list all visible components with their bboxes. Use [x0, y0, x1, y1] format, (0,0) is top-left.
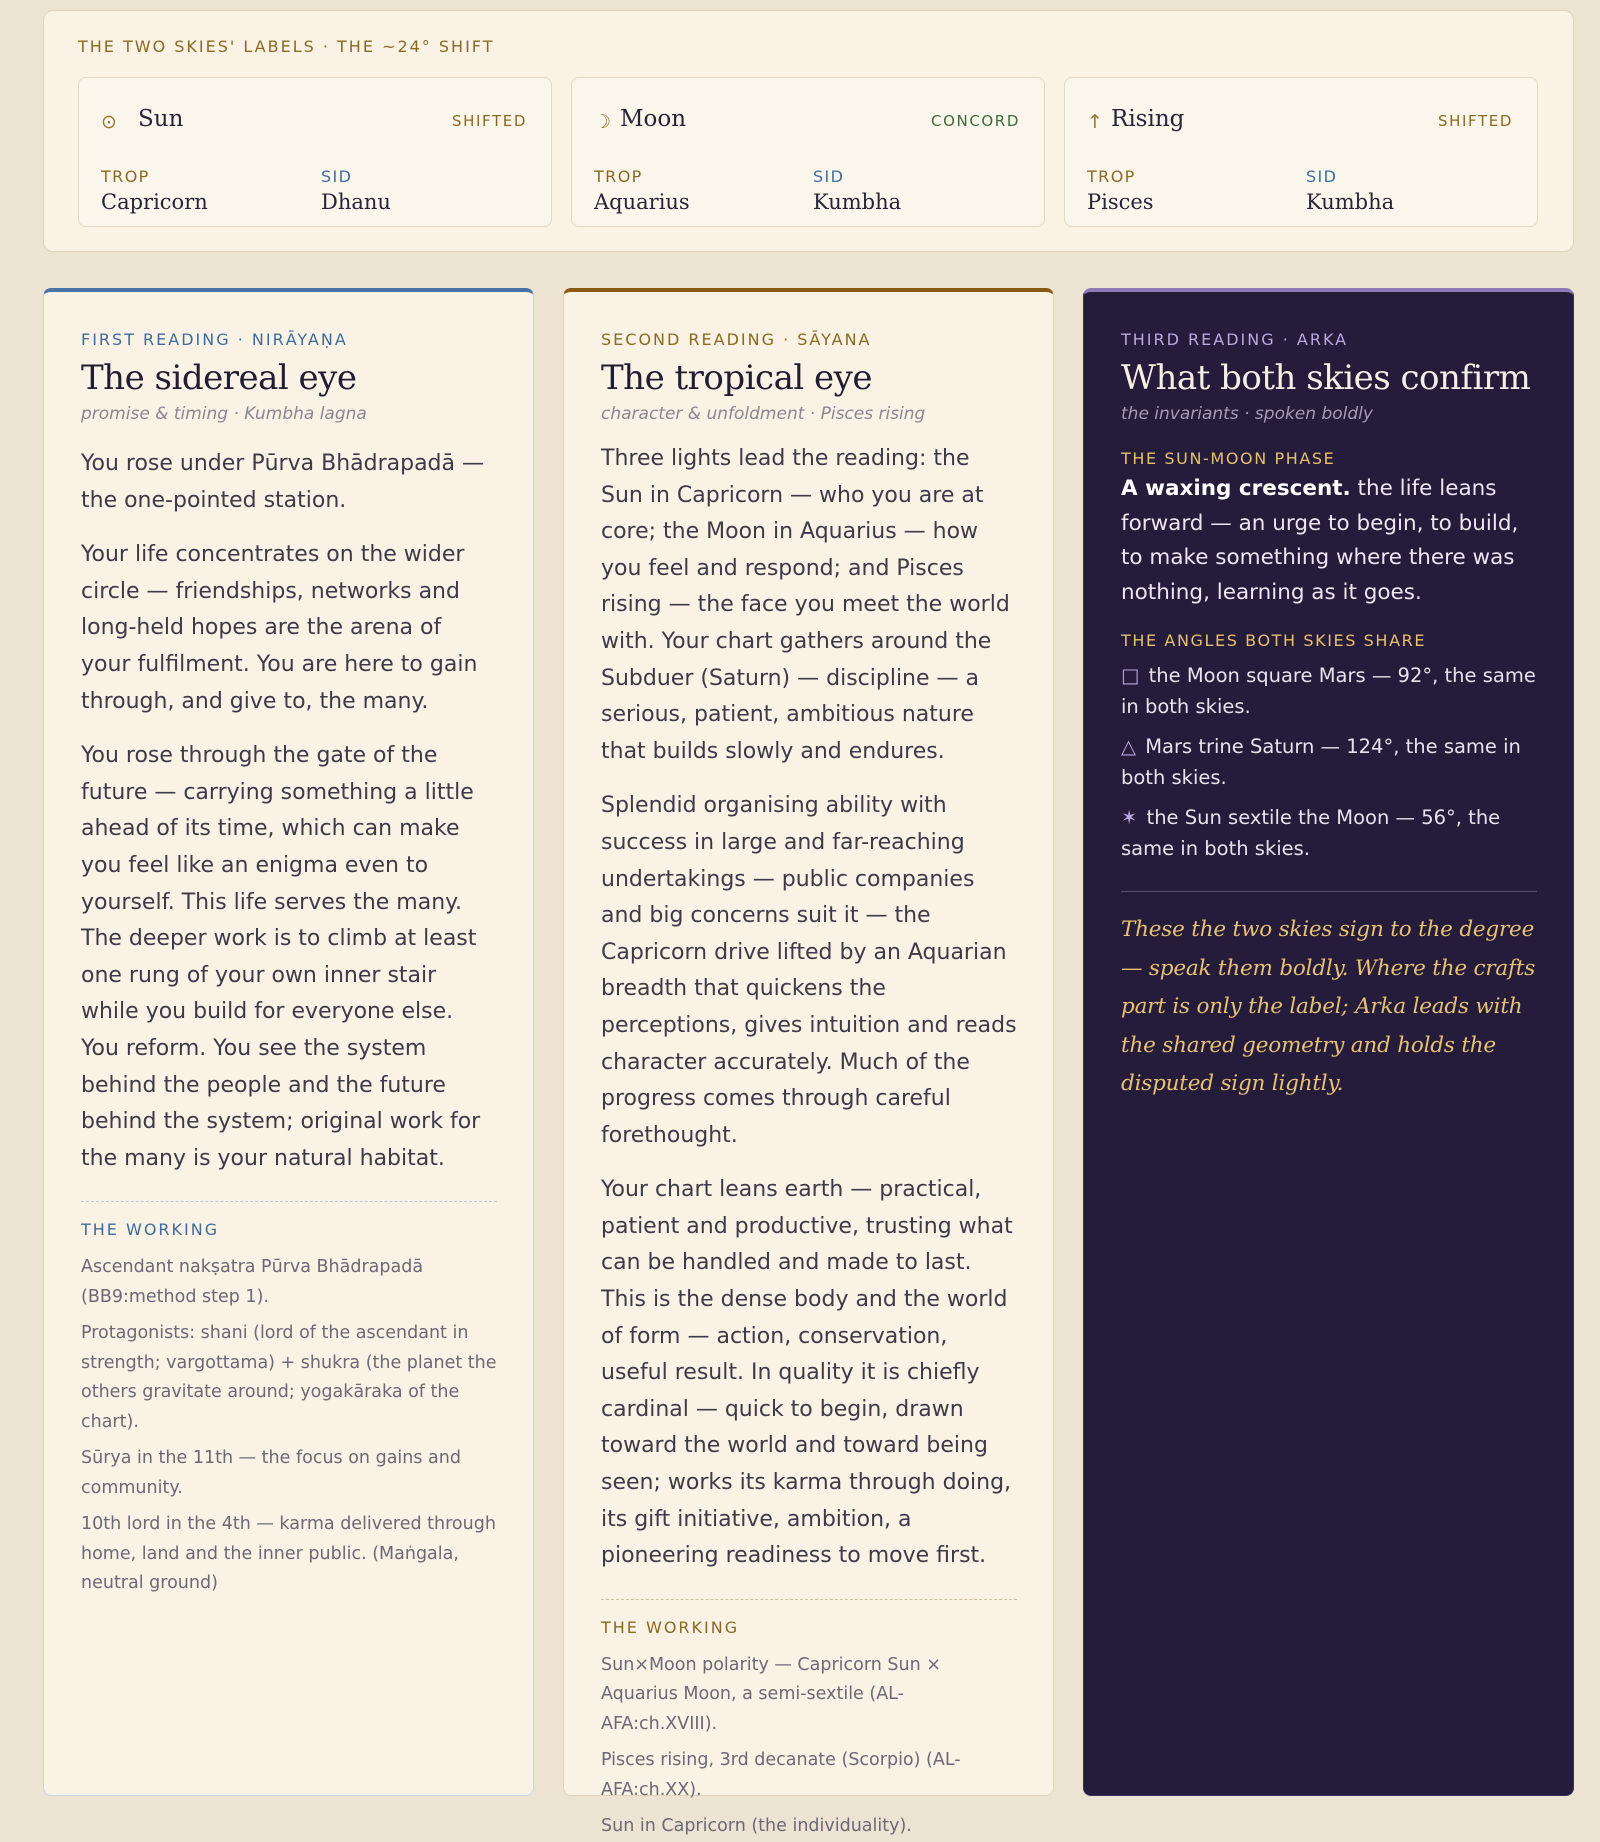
sun-card — [78, 77, 552, 227]
sidereal-reading-card — [43, 288, 534, 1796]
aspect-list — [1121, 660, 1537, 864]
rising-arrow-icon: ↑ — [1087, 111, 1103, 133]
tropical-reading-card — [563, 288, 1054, 1837]
moon-card — [571, 77, 1045, 227]
divider — [1121, 891, 1537, 892]
reading-paragraph: Your life concentrates on the wider circle — friendships, networks and long-held hopes are the arena of your fulfilment. You are here to gain through, and give to, the many. — [81, 542, 478, 714]
divider — [601, 1599, 1017, 1600]
arka-reading-card — [1083, 288, 1574, 1796]
sid-value: Dhanu — [321, 190, 391, 214]
working-list — [81, 1253, 497, 1599]
sid-value: Kumbha — [1306, 190, 1395, 214]
reading-title: The sidereal eye — [81, 358, 357, 398]
sid-label: SID — [1306, 167, 1338, 186]
reading-title: What both skies confirm — [1121, 358, 1531, 398]
trop-value: Aquarius — [594, 190, 690, 214]
working-item: Ascendant nakṣatra Pūrva Bhādrapadā (BB9:method step 1). — [81, 1257, 424, 1307]
moon-icon: ☽ — [594, 111, 612, 133]
reading-subtitle: character & unfoldment · Pisces rising — [601, 404, 926, 424]
working-item: Pisces rising, 3rd decanate (Scorpio) (AL-AFA:ch.XX). — [601, 1750, 961, 1800]
card-name: Rising — [1111, 106, 1185, 132]
reading-title: The tropical eye — [601, 358, 872, 398]
trop-label: TROP — [101, 167, 150, 186]
working-list — [601, 1651, 1017, 1842]
sid-label: SID — [813, 167, 845, 186]
phase-text — [1121, 472, 1537, 610]
trop-label: TROP — [594, 167, 643, 186]
reading-eyebrow: THIRD READING · ARKA — [1121, 330, 1349, 349]
sid-value: Kumbha — [813, 190, 902, 214]
sextile-aspect-icon: ✶ — [1121, 806, 1138, 829]
status-badge: SHIFTED — [452, 112, 527, 130]
rising-card — [1064, 77, 1538, 227]
reading-paragraph: Your chart leans earth — practical, patient and productive, trusting what can be handled and made to last. This is the dense body and the world of form — action, conservation, useful result. In quality it is chiefly cardinal — quick to begin, drawn toward the world and toward being seen; works its karma through doing, its gift initiative, ambition, a pioneering readiness to move first. — [601, 1177, 1013, 1569]
aspect-text: the Sun sextile the Moon — 56°, the same in both skies. — [1121, 806, 1501, 860]
reading-eyebrow: SECOND READING · SĀYANA — [601, 330, 872, 349]
reading-paragraph: Three lights lead the reading: the Sun in Capricorn — who you are at core; the Moon in Aquarius — how you feel and respond; and Pisces rising — the face you meet the world with. Your chart gathers around the Subduer (Saturn) — discipline — a serious, patient, ambitious nature that builds slowly and endures. — [601, 446, 1010, 764]
working-title: THE WORKING — [601, 1617, 740, 1637]
reading-paragraph: You rose under Pūrva Bhādrapadā — the one-pointed station. — [81, 451, 484, 513]
angles-title: THE ANGLES BOTH SKIES SHARE — [1121, 631, 1427, 650]
aspect-item — [1121, 660, 1537, 722]
sun-icon: ⊙ — [101, 111, 117, 133]
reading-eyebrow: FIRST READING · NIRĀYAṆA — [81, 330, 348, 349]
status-badge: CONCORD — [931, 112, 1020, 130]
closing-statement: These the two skies sign to the degree — speak them boldly. Where the crafts part is only the label; Arka leads with the shared geometry and holds the disputed sign lightly. — [1121, 917, 1536, 1096]
card-name: Sun — [138, 106, 184, 132]
trop-label: TROP — [1087, 167, 1136, 186]
square-aspect-icon: □ — [1121, 664, 1140, 687]
aspect-text: Mars trine Saturn — 124°, the same in both skies. — [1121, 735, 1521, 789]
working-item: Sun×Moon polarity — Capricorn Sun × Aquarius Moon, a semi-sextile (AL-AFA:ch.XVIII). — [601, 1654, 941, 1734]
phase-title: THE SUN-MOON PHASE — [1121, 449, 1336, 468]
trine-aspect-icon: △ — [1121, 735, 1136, 758]
working-item: Sūrya in the 11th — the focus on gains and community. — [81, 1448, 461, 1498]
reading-paragraph: Splendid organising ability with success in large and far-reaching undertakings — public companies and big concerns suit it — the Capricorn drive lifted by an Aquarian breadth that quickens the perceptions, gives intuition and reads character accurately. Much of the progress comes through careful forethought. — [601, 793, 1017, 1148]
working-title: THE WORKING — [81, 1220, 220, 1240]
sid-label: SID — [321, 167, 353, 186]
working-item: Protagonists: shani (lord of the ascendant in strength; vargottama) + shukra (the planet the others gravitate around; yogakāraka of the chart). — [81, 1323, 497, 1432]
trop-value: Pisces — [1087, 190, 1154, 214]
status-badge: SHIFTED — [1438, 112, 1513, 130]
phase-bold: A waxing crescent. — [1121, 476, 1351, 501]
trop-value: Capricorn — [101, 190, 208, 214]
divider — [81, 1201, 497, 1202]
working-item: 10th lord in the 4th — karma delivered through home, land and the inner public. (Maṅgala, neutral ground) — [81, 1514, 496, 1594]
aspect-item — [1121, 802, 1537, 864]
working-item: Sun in Capricorn (the individuality). — [601, 1816, 912, 1837]
sky-labels-panel — [43, 10, 1574, 252]
card-name: Moon — [620, 106, 687, 132]
aspect-text: the Moon square Mars — 92°, the same in both skies. — [1121, 664, 1536, 718]
reading-paragraph: You rose through the gate of the future — carrying something a little ahead of its time, which can make you feel like an enigma even to yourself. This life serves the many. The deeper work is to climb at least one rung of your own inner stair while you build for everyone else. You reform. You see the system behind the people and the future behind the system; original work for the many is your natural habitat. — [81, 743, 481, 1171]
reading-subtitle: promise & timing · Kumbha lagna — [81, 404, 367, 424]
aspect-item — [1121, 731, 1537, 793]
reading-subtitle: the invariants · spoken boldly — [1121, 404, 1373, 424]
phase-body: the life leans forward — an urge to begin, to build, to make something where there was nothing, learning as it goes. — [1121, 476, 1519, 605]
panel-title: THE TWO SKIES' LABELS · THE ~24° SHIFT — [78, 37, 495, 56]
